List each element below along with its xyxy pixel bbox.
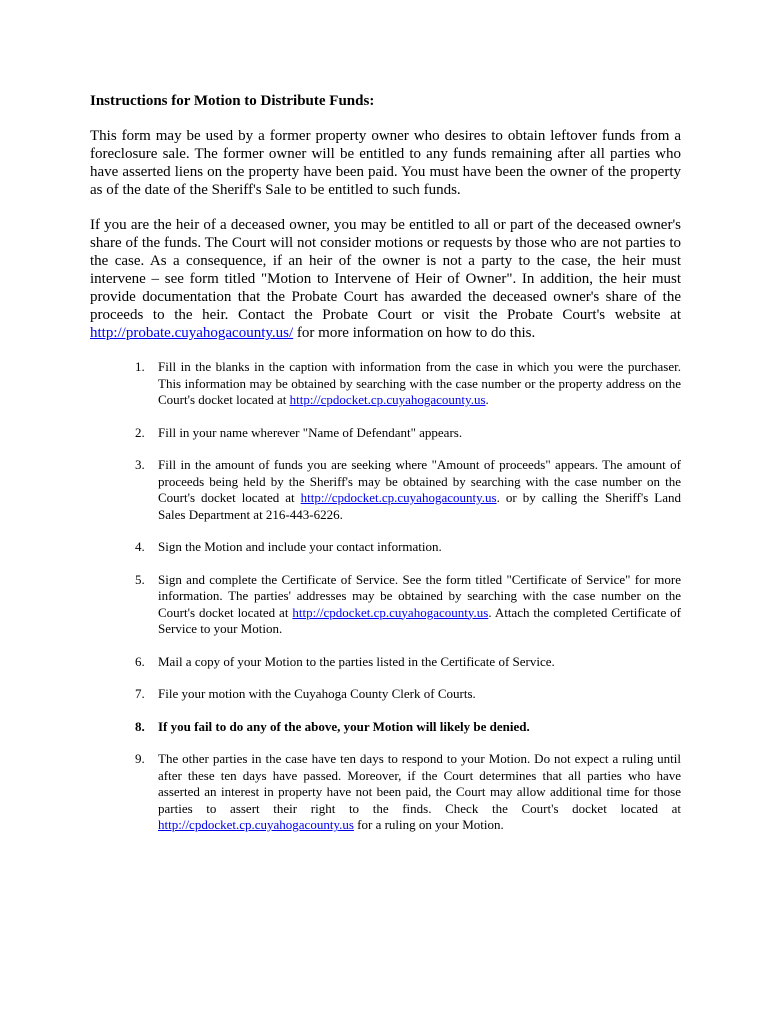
step-3 — [135, 457, 681, 523]
intro-paragraph: This form may be used by a former property owner who desires to obtain leftover funds from a foreclosure sale. The former owner will be entitled to any funds remaining after all parties who have asserted liens on the property have been paid. You must have been the owner of the property as of the date of the Sheriff's Sale to be entitled to such funds. — [90, 128, 681, 198]
step-number: 9. — [135, 751, 145, 766]
heir-paragraph — [90, 216, 681, 342]
docket-link[interactable]: http://cpdocket.cp.cuyahogacounty.us — [158, 817, 354, 832]
heir-paragraph-text-end: for more information on how to do this. — [293, 325, 536, 341]
step-8-warning — [135, 719, 681, 736]
probate-court-link[interactable]: http://probate.cuyahogacounty.us/ — [90, 325, 294, 341]
step-text: Sign and complete the Certificate of Service. See the form titled "Certificate of Service" for more information. The parties' addresses may be obtained by searching with the case number on the Court's docket located at — [158, 571, 681, 620]
step-7 — [135, 686, 681, 703]
step-text: File your motion with the Cuyahoga County Clerk of Courts. — [158, 686, 476, 701]
step-number: 6. — [135, 653, 145, 669]
step-text-end: . Attach the completed Certificate of Service to your Motion. — [158, 604, 681, 636]
step-1 — [135, 359, 681, 409]
docket-link[interactable]: http://cpdocket.cp.cuyahogacounty.us — [292, 604, 489, 620]
step-text-end: . — [485, 392, 489, 407]
step-5 — [135, 572, 681, 638]
step-number: 3. — [135, 457, 145, 472]
step-text-end: for a ruling on your Motion. — [353, 817, 504, 832]
step-text-end: . or by calling the Sheriff's Land Sales Department at 216-443-6226. — [158, 490, 681, 522]
step-text: Sign the Motion and include your contact information. — [158, 539, 442, 554]
document-page — [90, 92, 681, 850]
step-number: 4. — [135, 539, 145, 554]
instructions-list — [90, 359, 681, 834]
step-text: The other parties in the case have ten days to respond to your Motion. Do not expect a ruling until after these ten days have passed. Moreover, if the Court determines that all parties who have asserted an interest in property have not been paid, the Court may allow additional time for those parties to assert their right to the finds. Check the Court's docket located at — [158, 751, 681, 816]
step-text: Mail a copy of your Motion to the parties listed in the Certificate of Service. — [158, 653, 555, 669]
step-text: Fill in the amount of funds you are seeking where "Amount of proceeds" appears. The amount of proceeds being held by the Sheriff's may be obtained by searching with the case number on the Court's docket located at — [158, 457, 681, 505]
step-text: Fill in your name wherever "Name of Defendant" appears. — [158, 424, 463, 440]
step-number: 5. — [135, 571, 145, 587]
step-4 — [135, 539, 681, 556]
step-2 — [135, 425, 681, 442]
docket-link[interactable]: http://cpdocket.cp.cuyahogacounty.us — [289, 392, 486, 407]
step-number: 8. — [135, 718, 145, 734]
docket-link[interactable]: http://cpdocket.cp.cuyahogacounty.us — [300, 490, 497, 505]
step-text: Fill in the blanks in the caption with information from the case in which you were the purchaser. This information may be obtained by searching with the case number or the property address on the Court's docket located at — [158, 359, 681, 407]
step-text: If you fail to do any of the above, your Motion will likely be denied. — [158, 718, 530, 734]
step-number: 1. — [135, 359, 145, 374]
document-title: Instructions for Motion to Distribute Funds: — [90, 93, 375, 109]
step-6 — [135, 654, 681, 671]
step-number: 7. — [135, 686, 145, 701]
heir-paragraph-text: If you are the heir of a deceased owner, you may be entitled to all or part of the deceased owner's share of the funds. The Court will not consider motions or requests by those who are not parties to the case. As a consequence, if an heir of the owner is not a party to the case, the heir must intervene – see form titled "Motion to Intervene of Heir of Owner". In addition, the heir must provide documentation that the Probate Court has awarded the deceased owner's share of the proceeds to the heir. Contact the Probate Court or visit the Probate Court's website at — [90, 217, 681, 323]
step-number: 2. — [135, 424, 145, 440]
step-9 — [135, 751, 681, 834]
